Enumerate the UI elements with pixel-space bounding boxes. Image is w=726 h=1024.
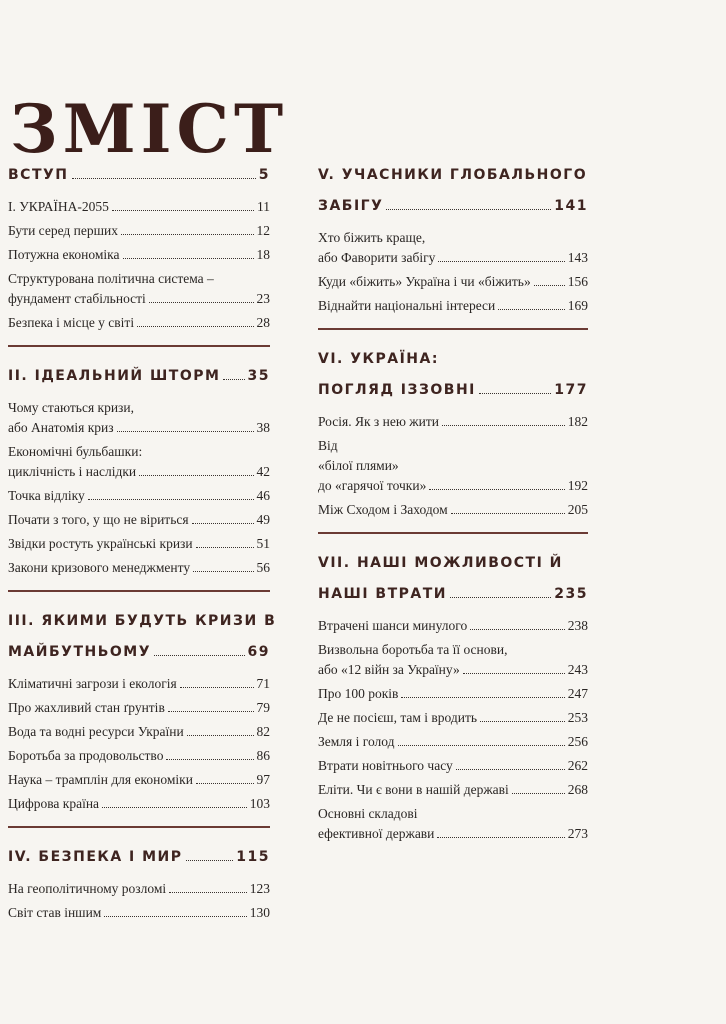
dot-leader [121,234,254,235]
dot-leader [186,860,234,861]
entry-line [318,248,588,268]
toc-entry [8,879,270,899]
entry-page-number: 205 [567,502,588,517]
toc-entry [318,296,588,316]
section-heading [318,160,588,222]
entry-page-number: 156 [567,274,588,289]
section-heading [8,361,270,392]
entry-line [8,486,270,506]
heading-text: VII. НАШІ МОЖЛИВОСТІ Й [318,555,563,571]
toc-entry [8,442,270,482]
entry-text: На геополітичному розломі [8,881,167,896]
toc-right-column [318,160,588,848]
entry-page-number: 12 [256,223,270,238]
entry-line [8,245,270,265]
entry-page-number: 256 [567,734,588,749]
entry-line [8,794,270,814]
toc-entry [318,756,588,776]
toc-section [8,160,270,191]
page-title: ЗМІСТ [10,90,289,169]
entry-line [8,269,270,289]
entry-text: Звідки ростуть українські кризи [8,536,193,551]
dot-leader [137,326,253,327]
toc-entry [8,486,270,506]
entry-text: Втрачені шанси минулого [318,618,468,633]
entry-page-number: 238 [567,618,588,633]
toc-entry [318,436,588,496]
entry-line [318,756,588,776]
entry-page-number: 253 [567,710,588,725]
section-entries [318,228,588,316]
entry-line [8,722,270,742]
entry-text: Від [318,438,338,453]
dot-leader [498,309,565,310]
dot-leader [450,597,551,598]
dot-leader [451,513,565,514]
toc-entry [318,804,588,844]
section-heading [318,548,588,610]
section-divider [8,345,270,347]
dot-leader [438,261,564,262]
entry-text: Чому стаються кризи, [8,400,134,415]
heading-line [318,375,588,406]
entry-page-number: 130 [249,905,270,920]
dot-leader [401,697,564,698]
heading-page-number: 235 [554,586,588,602]
toc-entry [8,794,270,814]
dot-leader [480,721,565,722]
entry-text: або «12 війн за Україну» [318,662,460,677]
section-divider [8,590,270,592]
toc-entry [8,698,270,718]
entry-text: Еліти. Чи є вони в нашій державі [318,782,509,797]
section-divider [8,826,270,828]
toc-entry [8,398,270,438]
section-heading [8,160,270,191]
entry-line [8,770,270,790]
dot-leader [512,793,565,794]
entry-line [318,732,588,752]
entry-text: Боротьба за продовольство [8,748,164,763]
toc-entry [318,616,588,636]
entry-line [318,684,588,704]
entry-line [8,418,270,438]
section-entries [8,674,270,814]
heading-line [318,344,588,375]
heading-text: ПОГЛЯД ІЗЗОВНІ [318,382,476,398]
entry-text: ефективної держави [318,826,435,841]
entry-page-number: 182 [567,414,588,429]
heading-page-number: 141 [554,198,588,214]
entry-text: Точка відліку [8,488,85,503]
toc-entry [8,313,270,333]
toc-entry [8,534,270,554]
dot-leader [88,499,254,500]
entry-text: Структурована політична система – [8,271,214,286]
entry-page-number: 56 [256,560,270,575]
entry-page-number: 169 [567,298,588,313]
entry-line [318,640,588,660]
entry-text: I. УКРАЇНА-2055 [8,199,109,214]
dot-leader [180,687,254,688]
entry-line [318,780,588,800]
dot-leader [102,807,247,808]
toc-entry [318,780,588,800]
section-heading [8,606,277,668]
toc-section [8,197,270,333]
entry-page-number: 46 [256,488,270,503]
entry-page-number: 243 [567,662,588,677]
dot-leader [442,425,565,426]
dot-leader [166,759,253,760]
entry-line [318,296,588,316]
dot-leader [196,783,254,784]
dot-leader [169,892,247,893]
entry-text: Про 100 років [318,686,399,701]
toc-entry [8,770,270,790]
toc-entry [8,197,270,217]
entry-line [318,476,588,496]
toc-entry [8,903,270,923]
entry-text: Цифрова країна [8,796,100,811]
heading-text: МАЙБУТНЬОМУ [8,644,152,660]
dot-leader [196,547,254,548]
dot-leader [117,431,254,432]
toc-entry [8,245,270,265]
section-entries [318,412,588,520]
entry-line [8,221,270,241]
heading-line [8,160,270,191]
toc-entry [8,510,270,530]
entry-line [8,558,270,578]
toc-entry [8,558,270,578]
entry-text: фундамент стабільності [8,291,146,306]
toc-section [318,548,588,844]
entry-page-number: 262 [567,758,588,773]
entry-text: Визвольна боротьба та її основи, [318,642,508,657]
section-divider [318,328,588,330]
dot-leader [429,489,564,490]
dot-leader [123,258,254,259]
entry-line [318,804,588,824]
toc-entry [8,221,270,241]
entry-text: Земля і голод [318,734,395,749]
entry-page-number: 268 [567,782,588,797]
entry-text: Куди «біжить» Україна і чи «біжить» [318,274,531,289]
heading-line [318,579,588,610]
dot-leader [187,735,254,736]
section-entries [8,879,270,923]
entry-line [318,500,588,520]
heading-page-number: 69 [247,644,270,660]
heading-text: VI. УКРАЇНА: [318,351,439,367]
heading-page-number: 115 [236,849,270,865]
entry-text: «білої плями» [318,458,399,473]
entry-page-number: 143 [567,250,588,265]
heading-text: ВСТУП [8,167,69,183]
section-divider [318,532,588,534]
dot-leader [470,629,565,630]
toc-entry [318,640,588,680]
toc-entry [8,722,270,742]
entry-page-number: 11 [257,199,270,214]
entry-page-number: 49 [256,512,270,527]
heading-page-number: 5 [258,167,270,183]
toc-section [8,361,270,578]
entry-line [8,462,270,482]
heading-line [8,361,270,392]
entry-page-number: 42 [256,464,270,479]
entry-text: Втрати новітнього часу [318,758,453,773]
heading-line [8,606,277,637]
entry-line [8,903,270,923]
entry-page-number: 97 [256,772,270,787]
heading-text: ЗАБІГУ [318,198,384,214]
toc-entry [8,674,270,694]
entry-line [8,510,270,530]
heading-text: НАШІ ВТРАТИ [318,586,448,602]
dot-leader [112,210,254,211]
heading-line [318,160,588,191]
entry-page-number: 247 [567,686,588,701]
entry-text: Про жахливий стан ґрунтів [8,700,165,715]
entry-line [318,660,588,680]
entry-text: Де не посієш, там і вродить [318,710,478,725]
dot-leader [456,769,565,770]
entry-line [8,313,270,333]
entry-line [8,289,270,309]
entry-page-number: 71 [256,676,270,691]
entry-text: до «гарячої точки» [318,478,427,493]
entry-page-number: 38 [256,420,270,435]
entry-line [8,398,270,418]
entry-page-number: 86 [256,748,270,763]
toc-entry [8,269,270,309]
toc-entry [318,708,588,728]
entry-page-number: 18 [256,247,270,262]
dot-leader [168,711,254,712]
dot-leader [223,379,244,380]
toc-entry [318,272,588,292]
toc-section [8,842,270,923]
section-entries [318,616,588,844]
dot-leader [534,285,565,286]
section-entries [8,398,270,578]
dot-leader [437,837,564,838]
heading-line [318,548,588,579]
entry-line [8,534,270,554]
dot-leader [104,916,246,917]
entry-page-number: 28 [256,315,270,330]
dot-leader [386,209,551,210]
entry-line [318,228,588,248]
heading-line [8,637,270,668]
entry-line [8,698,270,718]
entry-line [8,746,270,766]
toc-entry [318,412,588,432]
entry-text: циклічність і наслідки [8,464,137,479]
dot-leader [193,571,253,572]
dot-leader [479,393,551,394]
heading-line [8,842,270,873]
entry-text: Наука – трамплін для економіки [8,772,193,787]
heading-text: IV. БЕЗПЕКА І МИР [8,849,183,865]
dot-leader [192,523,254,524]
entry-text: Потужна економіка [8,247,120,262]
dot-leader [149,302,254,303]
entry-line [8,674,270,694]
entry-line [8,879,270,899]
entry-text: або Анатомія криз [8,420,114,435]
entry-line [318,824,588,844]
toc-section [318,160,588,316]
toc-section [318,344,588,520]
entry-text: Віднайти національні інтереси [318,298,496,313]
entry-page-number: 273 [567,826,588,841]
toc-entry [318,684,588,704]
entry-page-number: 192 [567,478,588,493]
entry-text: Хто біжить краще, [318,230,426,245]
section-heading [318,344,588,406]
entry-page-number: 51 [256,536,270,551]
dot-leader [463,673,565,674]
entry-text: Економічні бульбашки: [8,444,143,459]
entry-text: Кліматичні загрози і екологія [8,676,177,691]
entry-text: Вода та водні ресурси України [8,724,184,739]
entry-page-number: 82 [256,724,270,739]
entry-text: Основні складові [318,806,418,821]
entry-page-number: 23 [256,291,270,306]
dot-leader [154,655,245,656]
entry-text: Закони кризового менеджменту [8,560,191,575]
section-heading [8,842,270,873]
toc-entry [318,732,588,752]
entry-text: Росія. Як з нею жити [318,414,439,429]
heading-line [318,191,588,222]
heading-text: V. УЧАСНИКИ ГЛОБАЛЬНОГО [318,167,588,183]
toc-entry [318,500,588,520]
dot-leader [72,178,256,179]
toc-section [8,606,277,814]
entry-page-number: 123 [249,881,270,896]
entry-text: Світ став іншим [8,905,102,920]
entry-line [8,197,270,217]
entry-line [318,412,588,432]
toc-entry [318,228,588,268]
toc-left-column [8,160,277,927]
dot-leader [139,475,253,476]
entry-line [318,616,588,636]
entry-text: Почати з того, у що не віриться [8,512,189,527]
heading-page-number: 35 [247,368,270,384]
entry-page-number: 103 [249,796,270,811]
entry-line [318,436,588,456]
entry-page-number: 79 [256,700,270,715]
entry-text: Бути серед перших [8,223,118,238]
entry-line [8,442,270,462]
heading-text: III. ЯКИМИ БУДУТЬ КРИЗИ В [8,613,277,629]
entry-text: Між Сходом і Заходом [318,502,448,517]
heading-text: II. ІДЕАЛЬНИЙ ШТОРМ [8,368,221,384]
entry-text: або Фаворити забігу [318,250,436,265]
entry-line [318,272,588,292]
entry-text: Безпека і місце у світі [8,315,135,330]
section-entries [8,221,270,333]
heading-page-number: 177 [554,382,588,398]
entry-line [318,456,588,476]
entry-line [318,708,588,728]
toc-entry [8,746,270,766]
dot-leader [398,745,565,746]
